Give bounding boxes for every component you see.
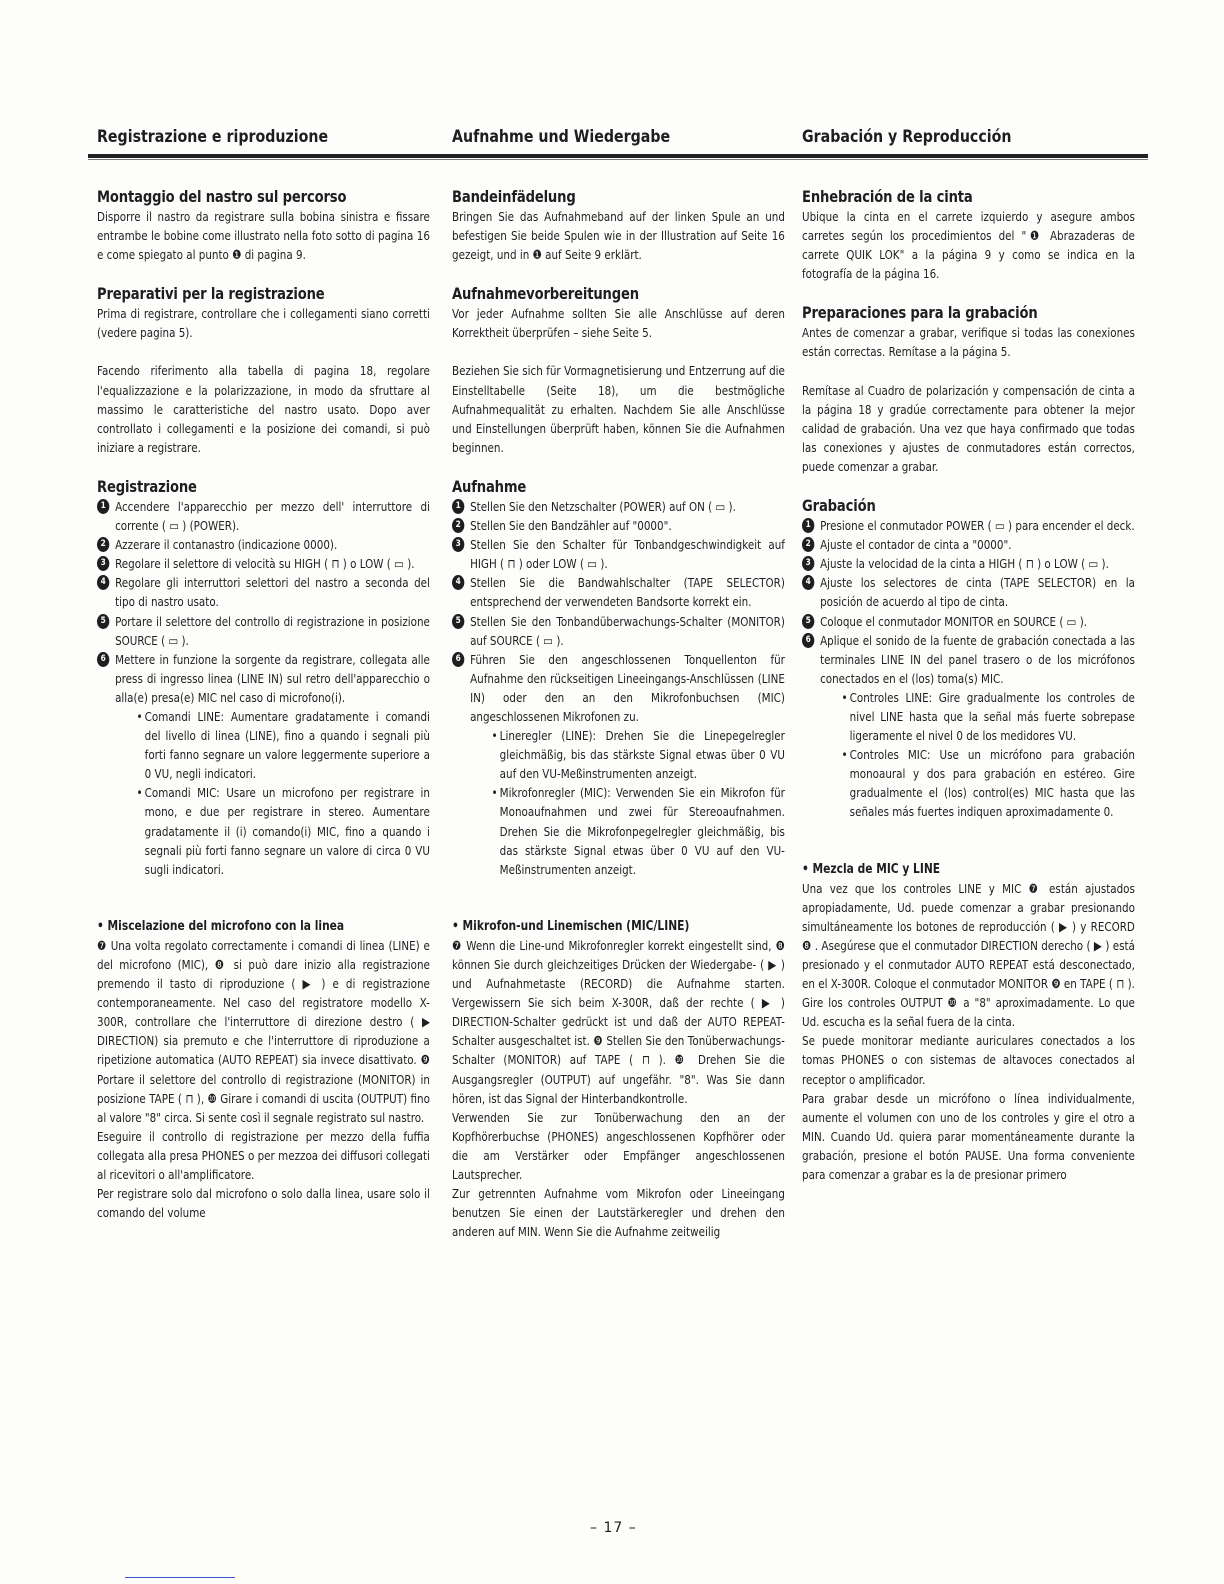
header-italian: Registrazione e riproduzione <box>97 127 329 146</box>
paragraph: ❼ Una volta regolato correctamente i comandi di linea (LINE) e del microfono (MIC), ❽ si può dare inizio alla registrazione premendo il tasto di riproduzione ( ▶ ) e di registrazione contemporaneamente. Nel caso del registratore modello X-300R, controllare che l'interruttore di direzione destro ( ▶ DIRECTION) sia premuto e che l'interruttore di riproduzione a ripetizione automatica (AUTO REPEAT) sia invece disattivato. ❾ Portare il selettore del controllo di registrazione (MONITOR) in posizione TAPE ( ⊓ ), ❿ Girare i comandi di uscita (OUTPUT) fino al valore "8" circa. Si sente così il segnale registrato sul nastro. <box>97 937 430 1125</box>
step-item: 6 Aplique el sonido de la fuente de grabación conectada a las terminales LINE IN del panel trasero o de los micrófonos conectados en el (los) toma(s) MIC. • Controles LINE: Gire gradualmente los controles de nivel LINE hasta que la señal más fuerte sobrepase ligeramente el nivel 0 de los medidores VU. • Controles MIC: Use un micrófono para grabación monoaural y dos para grabación en estéreo. Gire gradualmente el (los) control(es) MIC hasta que las señales más fuertes indiquen aproximadamente 0. <box>802 631 1135 822</box>
paragraph: Remítase al Cuadro de polarización y compensación de cinta a la página 18 y gradúe correctamente para obtener la mejor calidad de grabación. Una vez que haya confirmado que todas las conexiones y ajustes de conmutadores están correctos, puede comenzar a grabar. <box>802 382 1135 474</box>
bullet-item: • Comandi MIC: Usare un microfono per registrare in mono, e due per registrare in stereo. Aumentare gradatamente il (i) comando(i) MIC, fino a quando i segnali più forti fanno segnare un valore di circa 0 VU sugli indicatori. <box>136 783 429 878</box>
step-item: 1 Accendere l'apparecchio per mezzo dell' interruttore di corrente ( ▭ ) (POWER). <box>97 497 430 535</box>
column-german <box>452 186 785 1241</box>
paragraph: Una vez que los controles LINE y MIC ❼ están ajustados apropiadamente, Ud. puede comenzar a grabar presionando simultáneamente los botones de reproducción ( ▶ ) y RECORD ❽ . Asegúrese que el conmutador DIRECTION derecho ( ▶ ) está presionado y el conmutador AUTO REPEAT está desconectado, en el X-300R. Coloque el conmutador MONITOR ❾ en TAPE ( ⊓ ). Gire los controles OUTPUT ❿ a "8" aproximadamente. Lo que Ud. escucha es la señal fuera de la cinta. <box>802 880 1135 1030</box>
step-item: 1 Presione el conmutador POWER ( ▭ ) para encender el deck. <box>802 516 1135 535</box>
section-title: Registrazione <box>97 476 197 496</box>
step-number-icon: 1 <box>97 499 109 514</box>
step-item: 2 Stellen Sie den Bandzähler auf "0000". <box>452 516 785 535</box>
step-number-icon: 3 <box>97 556 109 571</box>
bullet-list <box>470 726 785 879</box>
paragraph: Ubique la cinta en el carrete izquierdo y asegure ambos carretes según los procedimientos del "❶ Abrazaderas de carrete QUIK LOK" a la página 9 y como se indica en la fotografía de la página 16. <box>802 209 1135 282</box>
step-number-icon: 6 <box>802 633 814 648</box>
step-item: 6 Mettere in funzione la sorgente da registrare, collegata alle press di ingresso linea (LINE IN) sul retro dell'apparecchio o alla(e) presa(e) MIC nel caso di microfono(i). • Comandi LINE: Aumentare gradatamente i comandi del livello di linea (LINE), fino a quando i segnali più forti fanno segnare un valore leggermente superiore a 0 VU, negli indicatori. • Comandi MIC: Usare un microfono per registrare in mono, e due per registrare in stereo. Aumentare gradatamente il (i) comando(i) MIC, fino a quando i segnali più forti fanno segnare un valore di circa 0 VU sugli indicatori. <box>97 650 430 879</box>
step-number-icon: 1 <box>802 518 814 533</box>
paragraph: Beziehen Sie sich für Vormagnetisierung und Entzerrung auf die Einstelltabelle (Seite 18), um die bestmögliche Aufnahmequalität zu erhalten. Nachdem Sie alle Anschlüsse und Einstellungen überprüft haben, können Sie die Aufnahmen beginnen. <box>452 363 785 455</box>
paragraph: Facendo riferimento alla tabella di pagina 18, regolare l'equalizzazione e la polarizzazione, in modo da sfruttare al massimo le caratteristiche del nastro usato. Dopo aver controllato i collegamenti e la posizione dei comandi, si può iniziare a registrare. <box>97 363 430 455</box>
bullet-item: • Controles LINE: Gire gradualmente los controles de nivel LINE hasta que la señal más fuerte sobrepase ligeramente el nivel 0 de los medidores VU. <box>841 688 1134 745</box>
bullet-item: • Controles MIC: Use un micrófono para grabación monoaural y dos para grabación en estéreo. Gire gradualmente el (los) control(es) MIC hasta que las señales más fuertes indiquen aproximadamente 0. <box>841 745 1134 821</box>
step-number-icon: 5 <box>802 614 814 629</box>
step-item: 4 Ajuste los selectores de cinta (TAPE SELECTOR) en la posición de acuerdo al tipo de cinta. <box>802 573 1135 611</box>
step-list <box>802 516 1135 822</box>
column-italian <box>97 186 430 1222</box>
header-spanish: Grabación y Reproducción <box>802 127 1012 146</box>
header-rule <box>88 154 1148 158</box>
section-title: Preparativi per la registrazione <box>97 284 325 304</box>
step-number-icon: 3 <box>802 556 814 571</box>
step-item: 3 Ajuste la velocidad de la cinta a HIGH ( ⊓ ) o LOW ( ▭ ). <box>802 554 1135 573</box>
paragraph: Zur getrennten Aufnahme vom Mikrofon oder Lineeingang benutzen Sie einen der Lautstärkeregler und drehen den anderen auf MIN. Wenn Sie die Aufnahme zeitweilig <box>452 1186 785 1240</box>
step-list <box>452 497 785 879</box>
step-number-icon: 5 <box>452 614 464 629</box>
paragraph: Per registrare solo dal microfono o solo dalla linea, usare solo il comando del volume <box>97 1186 430 1221</box>
paragraph: Vor jeder Aufnahme sollten Sie alle Anschlüsse auf deren Korrektheit überprüfen – siehe Seite 5. <box>452 306 785 341</box>
paragraph: Disporre il nastro da registrare sulla bobina sinistra e fissare entrambe le bobine come illustrato nella foto sotto di pagina 16 e come spiegato al punto ❶ di pagina 9. <box>97 209 430 263</box>
section-title: Aufnahme <box>452 476 527 496</box>
step-number-icon: 2 <box>97 537 109 552</box>
step-number-icon: 2 <box>802 537 814 552</box>
step-number-icon: 1 <box>452 499 464 514</box>
header-german: Aufnahme und Wiedergabe <box>452 127 671 146</box>
column-spanish <box>802 186 1135 1184</box>
section-title: Aufnahmevorbereitungen <box>452 284 639 304</box>
step-number-icon: 2 <box>452 518 464 533</box>
paragraph: Para grabar desde un micrófono o línea individualmente, aumente el volumen con uno de los controles y gire el otro a MIN. Cuando Ud. quiera parar momentáneamente durante la grabación, presione el botón PAUSE. Una forma conveniente para comenzar a grabar es la de presionar primero <box>802 1090 1135 1183</box>
step-list <box>97 497 430 879</box>
header-rule-thin <box>88 159 1148 160</box>
subsection-title: • Mezcla de MIC y LINE <box>802 861 941 877</box>
step-number-icon: 6 <box>452 652 464 667</box>
step-item: 3 Regolare il selettore di velocità su HIGH ( ⊓ ) o LOW ( ▭ ). <box>97 554 430 573</box>
bullet-item: • Lineregler (LINE): Drehen Sie die Linepegelregler gleichmäßig, bis das stärkste Signal etwas über 0 VU auf den VU-Meßinstrumenten anzeigt. <box>491 726 784 783</box>
step-number-icon: 5 <box>97 614 109 629</box>
step-number-icon: 4 <box>97 575 109 590</box>
step-item: 2 Azzerare il contanastro (indicazione 0000). <box>97 535 430 554</box>
section-title: Enhebración de la cinta <box>802 187 973 206</box>
paragraph: Se puede monitorar mediante auriculares conectados a los tomas PHONES o con sistemas de altavoces conectados al receptor o amplificador. <box>802 1033 1135 1087</box>
step-item: 4 Regolare gli interruttori selettori del nastro a seconda del tipo di nastro usato. <box>97 573 430 611</box>
step-item: 2 Ajuste el contador de cinta a "0000". <box>802 535 1135 554</box>
step-number-icon: 3 <box>452 537 464 552</box>
step-item: 5 Stellen Sie den Tonbandüberwachungs-Schalter (MONITOR) auf SOURCE ( ▭ ). <box>452 612 785 650</box>
link-underline <box>125 1577 235 1578</box>
paragraph: ❼ Wenn die Line-und Mikrofonregler korrekt eingestellt sind, ❽ können Sie durch gleichzeitiges Drücken der Wiedergabe- ( ▶ ) und Aufnahmetaste (RECORD) die Aufnahme starten. Vergewissern Sie sich beim X-300R, daß der rechte ( ▶ ) DIRECTION-Schalter gedrückt ist und daß der AUTO REPEAT-Schalter ausgeschaltet ist. ❾ Stellen Sie den Tonüberwachungs-Schalter (MONITOR) auf TAPE ( ⊓ ). ❿ Drehen Sie die Ausgangsregler (OUTPUT) auf ungefähr. "8". Was Sie dann hören, ist das Signal der Hinterbandkontrolle. <box>452 937 785 1106</box>
bullet-list <box>115 707 430 879</box>
step-number-icon: 4 <box>802 575 814 590</box>
subsection-title: • Mikrofon-und Linemischen (MIC/LINE) <box>452 918 690 934</box>
page-number: – 17 – <box>590 1520 637 1536</box>
paragraph: Prima di registrare, controllare che i collegamenti siano corretti (vedere pagina 5). <box>97 306 430 341</box>
step-item: 5 Coloque el conmutador MONITOR en SOURCE ( ▭ ). <box>802 612 1135 631</box>
step-number-icon: 6 <box>97 652 109 667</box>
section-title: Grabación <box>802 496 876 516</box>
section-title: Bandeinfädelung <box>452 187 576 206</box>
step-item: 5 Portare il selettore del controllo di registrazione in posizione SOURCE ( ▭ ). <box>97 612 430 650</box>
paragraph: Bringen Sie das Aufnahmeband auf der linken Spule an und befestigen Sie beide Spulen wie in der Illustration auf Seite 16 gezeigt, und in ❶ auf Seite 9 erklärt. <box>452 209 785 263</box>
paragraph: Verwenden Sie zur Tonüberwachung den an der Kopfhörerbuchse (PHONES) angeschlossenen Kopfhörer oder die am Verstärker oder Empfänger angeschlossenen Lautsprecher. <box>452 1109 785 1183</box>
subsection-title: • Miscelazione del microfono con la linea <box>97 918 345 934</box>
paragraph: Antes de comenzar a grabar, verifique si todas las conexiones están correctas. Remítase a la página 5. <box>802 325 1135 360</box>
step-number-icon: 4 <box>452 575 464 590</box>
section-title: Preparaciones para la grabación <box>802 303 1038 323</box>
step-item: 4 Stellen Sie die Bandwahlschalter (TAPE SELECTOR) entsprechend der verwendeten Bandsorte korrekt ein. <box>452 573 785 611</box>
section-title: Montaggio del nastro sul percorso <box>97 187 347 206</box>
step-item: 1 Stellen Sie den Netzschalter (POWER) auf ON ( ▭ ). <box>452 497 785 516</box>
paragraph: Eseguire il controllo di registrazione per mezzo della fuffia collegata alla presa PHONES o per mezzoa dei diffusori collegati al ricevitori o all'amplificatore. <box>97 1128 430 1183</box>
step-item: 6 Führen Sie den angeschlossenen Tonquellenton für Aufnahme den rückseitigen Lineeingangs-Anschlüssen (LINE IN) oder den an den Mikrofonbuchsen (MIC) angeschlossenen Mikrofonen zu. • Lineregler (LINE): Drehen Sie die Linepegelregler gleichmäßig, bis das stärkste Signal etwas über 0 VU auf den VU-Meßinstrumenten anzeigt. • Mikrofonregler (MIC): Verwenden Sie ein Mikrofon für Monoaufnahmen und zwei für Stereoaufnahmen. Drehen Sie die Mikrofonpegelregler gleichmäßig, bis das stärkste Signal etwas über 0 VU auf den VU-Meßinstrumenten anzeigt. <box>452 650 785 879</box>
bullet-list <box>820 688 1135 822</box>
bullet-item: • Comandi LINE: Aumentare gradatamente i comandi del livello di linea (LINE), fino a quando i segnali più forti fanno segnare un valore leggermente superiore a 0 VU, negli indicatori. <box>136 707 429 783</box>
bullet-item: • Mikrofonregler (MIC): Verwenden Sie ein Mikrofon für Monoaufnahmen und zwei für Stereoaufnahmen. Drehen Sie die Mikrofonpegelregler gleichmäßig, bis das stärkste Signal etwas über 0 VU auf den VU-Meßinstrumenten anzeigt. <box>491 783 784 878</box>
step-item: 3 Stellen Sie den Schalter für Tonbandgeschwindigkeit auf HIGH ( ⊓ ) oder LOW ( ▭ ). <box>452 535 785 573</box>
